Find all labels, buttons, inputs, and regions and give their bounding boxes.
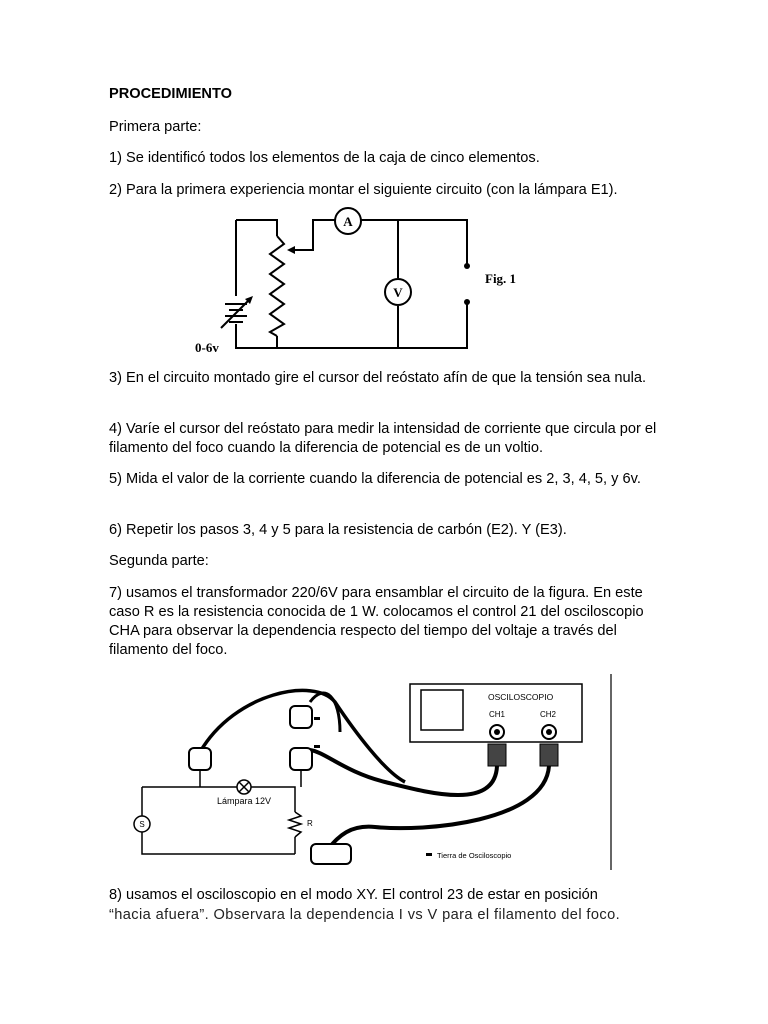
step-8-line-1: 8) usamos el osciloscopio en el modo XY. El control 23 de estar en posición bbox=[109, 887, 598, 903]
ch2-connector-pin bbox=[546, 729, 552, 735]
terminal-top bbox=[464, 263, 470, 269]
part-two-title: Segunda parte: bbox=[109, 553, 209, 569]
ch2-cable bbox=[325, 766, 549, 852]
ac-source-label: S bbox=[139, 820, 145, 829]
figure-1-circuit bbox=[185, 200, 525, 360]
step-8-line-2: “hacia afuera”. Observara la dependencia I vs V para el filamento del foco. bbox=[109, 907, 621, 923]
fig1-top-wire bbox=[236, 220, 277, 236]
terminal-bottom bbox=[464, 299, 470, 305]
plug-left bbox=[189, 748, 211, 770]
ch1-connector-pin bbox=[494, 729, 500, 735]
ch1-cable bbox=[310, 750, 497, 795]
oscilloscope-screen bbox=[421, 690, 463, 730]
slider-arrowhead bbox=[287, 246, 295, 254]
voltmeter-label: V bbox=[393, 285, 403, 300]
ch2-probe-plug bbox=[540, 744, 558, 766]
step-5: 5) Mida el valor de la corriente cuando la diferencia de potencial es 2, 3, 4, 5, y 6v. bbox=[109, 471, 641, 487]
step-4: 4) Varíe el cursor del reóstato para medir la intensidad de corriente que circula por el filamento del foco cuando la diferencia de potencial es de un voltio. bbox=[109, 421, 657, 456]
battery-variable-arrow bbox=[221, 298, 251, 328]
rheostat-slider bbox=[289, 220, 335, 250]
step-7: 7) usamos el transformador 220/6V para ensamblar el circuito de la figura. En este caso R es la resistencia conocida de 1 W. colocamos el control 21 del osciloscopio CHA para observar la dependencia respecto del tiempo del voltaje a través del filamento del foco. bbox=[109, 585, 644, 658]
source-label: 0-6v bbox=[195, 340, 219, 355]
fig1-bottom-wire bbox=[277, 304, 467, 348]
figure-2-oscilloscope-circuit bbox=[125, 672, 625, 872]
plug-upper bbox=[290, 706, 312, 728]
legend-ground-marker bbox=[426, 853, 432, 856]
step-3: 3) En el circuito montado gire el cursor del reóstato afín de que la tensión sea nula. bbox=[109, 370, 647, 386]
step-6: 6) Repetir los pasos 3, 4 y 5 para la resistencia de carbón (E2). Y (E3). bbox=[109, 522, 567, 538]
ch1-label: CH1 bbox=[489, 710, 506, 719]
fig1-left-wire-lower bbox=[236, 324, 277, 348]
ground-marker-1 bbox=[314, 717, 320, 720]
step-2: 2) Para la primera experiencia montar el siguiente circuito (con la lámpara E1). bbox=[109, 182, 618, 198]
ground-legend: Tierra de Osciloscopio bbox=[437, 851, 512, 860]
plug-middle bbox=[290, 748, 312, 770]
ground-clip bbox=[311, 844, 351, 864]
step-1: 1) Se identificó todos los elementos de la caja de cinco elementos. bbox=[109, 150, 540, 166]
ammeter-label: A bbox=[343, 214, 353, 229]
part-one-title: Primera parte: bbox=[109, 119, 202, 135]
circuit-wiring bbox=[142, 770, 301, 854]
ch2-label: CH2 bbox=[540, 710, 557, 719]
section-heading: PROCEDIMIENTO bbox=[109, 86, 232, 102]
resistor-symbol bbox=[289, 812, 301, 837]
top-cable-2 bbox=[310, 693, 340, 732]
resistor-label: R bbox=[307, 819, 313, 828]
fig1-caption: Fig. 1 bbox=[485, 271, 517, 286]
ground-marker-2 bbox=[314, 745, 320, 748]
lamp-label: Lámpara 12V bbox=[217, 796, 272, 806]
rheostat-symbol bbox=[270, 236, 284, 336]
oscilloscope-title: OSCILOSCOPIO bbox=[488, 692, 554, 702]
ch1-probe-plug bbox=[488, 744, 506, 766]
